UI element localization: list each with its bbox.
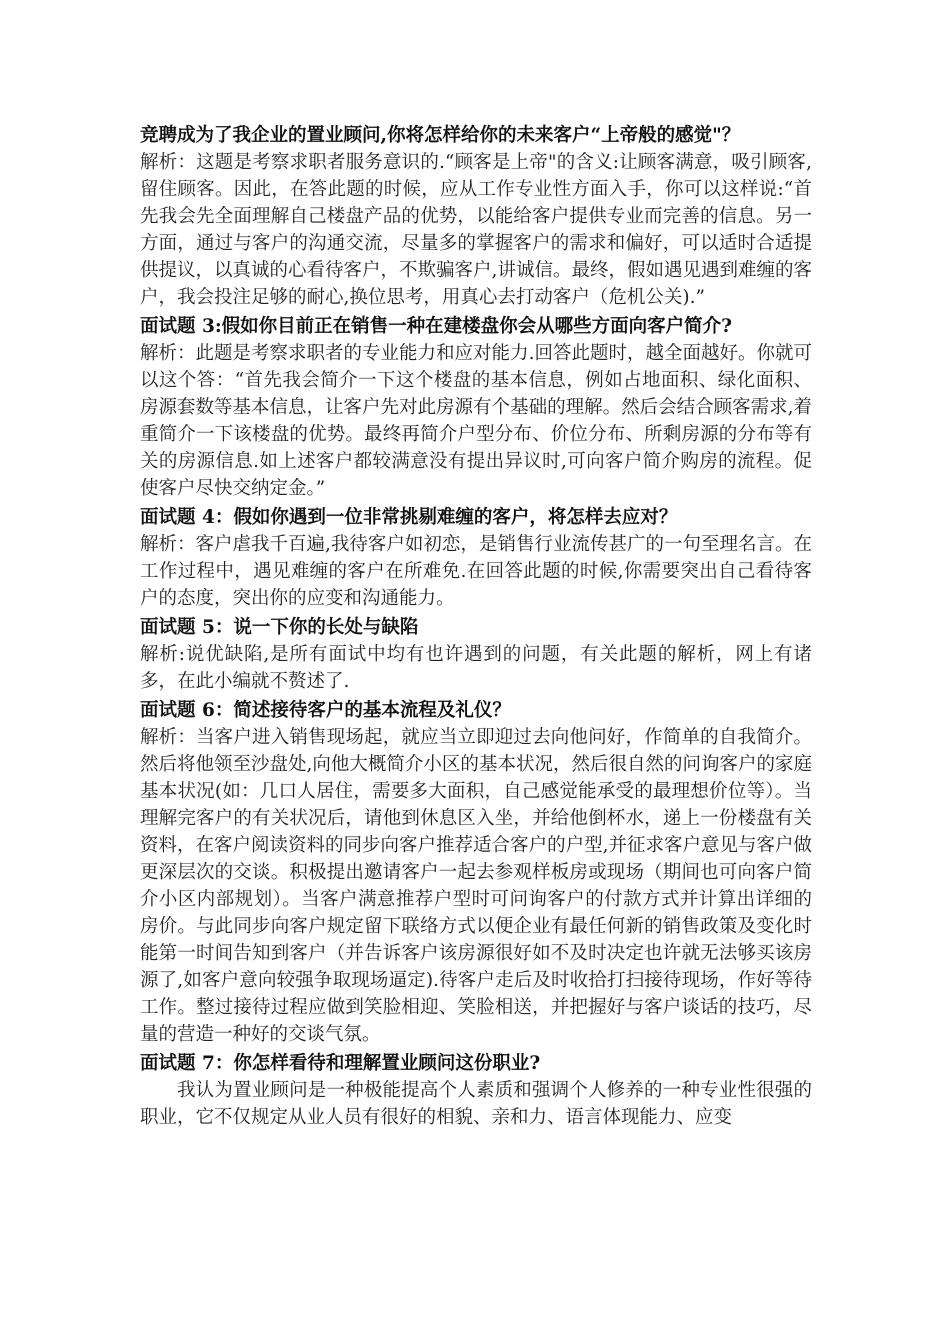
qa-section-6: [140, 1050, 812, 1131]
document-body: [140, 120, 812, 1131]
qa-section-5: [140, 697, 812, 1048]
qa-section-1: [140, 122, 812, 311]
question-heading: 面试题 4：假如你遇到一位非常挑剔难缠的客户，将怎样去应对？: [140, 507, 678, 528]
answer-paragraph: 我认为置业顾问是一种极能提高个人素质和强调个人修养的一种专业性很强的职业，它不仅规定从业人员有很好的相貌、亲和力、语言体现能力、应变: [140, 1080, 812, 1128]
answer-paragraph: 解析：当客户进入销售现场起，就应当立即迎过去向他问好，作简单的自我简介。然后将他领至沙盘处,向他大概简介小区的基本状况，然后很自然的问询客户的家庭基本状况(如：几口人居住，需要多大面积，自己感觉能承受的最理想价位等）。当理解完客户的有关状况后，请他到休息区入坐，并给他倒杯水，递上一份楼盘有关资料，在客户阅读资料的同步向客户推荐适合客户的户型,并征求客户意见与客户做更深层次的交谈。积极提出邀请客户一起去参观样板房或现场（期间也可向客户简介小区内部规划）。当客户满意推荐户型时可问询客户的付款方式并计算出详细的房价。与此同步向客户规定留下联络方式以便企业有最任何新的销售政策及变化时能第一时间告知到客户（并告诉客户该房源很好如不及时决定也许就无法够买该房源了,如客户意向较强争取现场逼定).待客户走后及时收拾打扫接待现场，作好等待工作。整过接待过程应做到笑脸相迎、笑脸相送，并把握好与客户谈话的技巧，尽量的营造一种好的交谈气氛。: [140, 727, 812, 1045]
answer-paragraph: 解析:说优缺陷,是所有面试中均有也许遇到的问题，有关此题的解析，网上有诸多，在此小编就不赘述了.: [140, 644, 812, 692]
question-heading: 面试题 5：说一下你的长处与缺陷: [140, 617, 419, 638]
qa-section-3: [140, 504, 812, 612]
qa-section-2: [140, 313, 812, 502]
question-heading: 面试题 6：简述接待客户的基本流程及礼仪？: [140, 700, 511, 721]
question-heading: 竞聘成为了我企业的置业顾问,你将怎样给你的未来客户“上帝般的感觉"？: [140, 125, 741, 146]
question-heading: 面试题 3:假如你目前正在销售一种在建楼盘你会从哪些方面向客户简介?: [140, 316, 732, 337]
answer-paragraph: 解析：此题是考察求职者的专业能力和应对能力.回答此题时，越全面越好。你就可以这个答：“首先我会简介一下这个楼盘的基本信息，例如占地面积、绿化面积、房源套数等基本信息，让客户先对此房源有个基础的理解。然后会结合顾客需求,着重简介一下该楼盘的优势。最终再简介户型分布、价位分布、所剩房源的分布等有关的房源信息.如上述客户都较满意没有提出异议时,可向客户简介购房的流程。促使客户尽快交纳定金。”: [140, 343, 812, 499]
answer-paragraph: 解析：这题是考察求职者服务意识的.“顾客是上帝"的含义:让顾客满意，吸引顾客,留住顾客。因此，在答此题的时候，应从工作专业性方面入手，你可以这样说:“首先我会先全面理解自己楼盘产品的优势，以能给客户提供专业而完善的信息。另一方面，通过与客户的沟通交流，尽量多的掌握客户的需求和偏好，可以适时合适提供提议，以真诚的心看待客户，不欺骗客户,讲诚信。最终，假如遇见遇到难缠的客户，我会投注足够的耐心,换位思考，用真心去打动客户（危机公关).”: [140, 152, 812, 308]
answer-paragraph: 解析：客户虐我千百遍,我待客户如初恋，是销售行业流传甚广的一句至理名言。在工作过程中，遇见难缠的客户在所难免.在回答此题的时候,你需要突出自己看待客户的态度，突出你的应变和沟通能力。: [140, 534, 812, 609]
qa-section-4: [140, 614, 812, 695]
question-heading: 面试题 7：你怎样看待和理解置业顾问这份职业?: [140, 1053, 541, 1074]
